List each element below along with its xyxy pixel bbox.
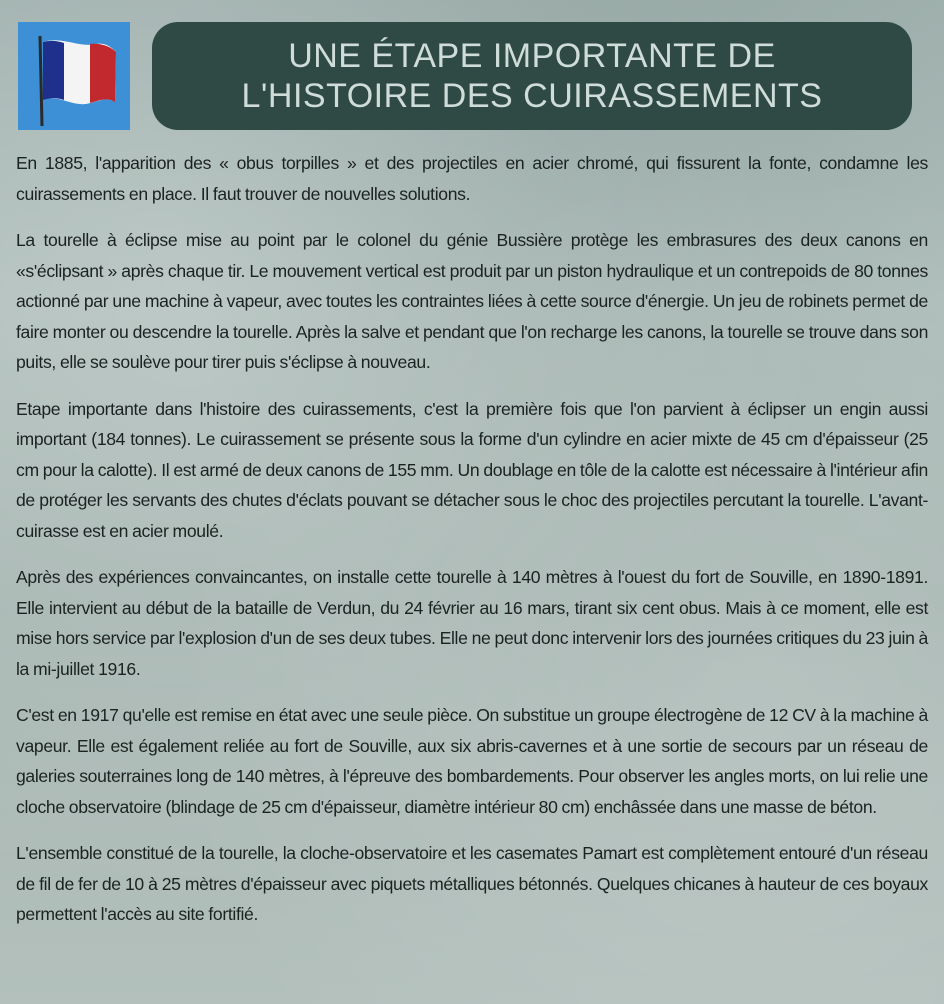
- title-line-1: UNE ÉTAPE IMPORTANTE DE: [288, 37, 776, 75]
- paragraph-3: Etape importante dans l'histoire des cuirassements, c'est la première fois que l'on parvient à éclipser un engin aussi important (184 tonnes). Le cuirassement se présente sous la forme d'un cylindre en acier mixte de 45 cm d'épaisseur (25 cm pour la calotte). Il est armé de deux canons de 155 mm. Un doublage en tôle de la calotte est nécessaire à l'intérieur afin de protéger les servants des chutes d'éclats pouvant se détacher sous le choc des projectiles percutant la tourelle. L'avant-cuirasse est en acier moulé.: [16, 398, 928, 541]
- title-line-2: L'HISTOIRE DES CUIRASSEMENTS: [241, 77, 823, 115]
- paragraph-6: L'ensemble constitué de la tourelle, la cloche-observatoire et les casemates Pamart est complètement entouré d'un réseau de fil de fer de 10 à 25 mètres d'épaisseur avec piquets métalliques bétonnés. Quelques chicanes à hauteur de ces boyaux permettent l'accès au site fortifié.: [16, 843, 928, 924]
- paragraph-2: La tourelle à éclipse mise au point par le colonel du génie Bussière protège les embrasures des deux canons en «s'éclipsant » après chaque tir. Le mouvement vertical est produit par un piston hydraulique et un contrepoids de 80 tonnes actionné par une machine à vapeur, avec toutes les contraintes liées à cette source d'énergie. Un jeu de robinets permet de faire monter ou descendre la tourelle. Après la salve et pendant que l'on recharge les canons, la tourelle se trouve dans son puits, elle se soulève pour tirer puis s'éclipse à nouveau.: [16, 230, 928, 372]
- body-text: [16, 148, 928, 946]
- paragraph-5: C'est en 1917 qu'elle est remise en état avec une seule pièce. On substitue un groupe électrogène de 12 CV à la machine à vapeur. Elle est également reliée au fort de Souville, aux six abris-cavernes et à une sortie de secours par un réseau de galeries souterraines long de 140 mètres, à l'épreuve des bombardements. Pour observer les angles morts, on lui relie une cloche observatoire (blindage de 25 cm d'épaisseur, diamètre intérieur 80 cm) enchâssée dans une masse de béton.: [16, 705, 928, 817]
- french-flag-icon: [18, 22, 130, 130]
- title-banner: [152, 22, 912, 130]
- paragraph-4: Après des expériences convaincantes, on installe cette tourelle à 140 mètres à l'ouest du fort de Souville, en 1890-1891. Elle intervient au début de la bataille de Verdun, du 24 février au 16 mars, tirant six cent obus. Mais à ce moment, elle est mise hors service par l'explosion d'un de ses deux tubes. Elle ne peut donc intervenir lors des journées critiques du 23 juin à la mi-juillet 1916.: [16, 567, 928, 679]
- paragraph-1: En 1885, l'apparition des « obus torpilles » et des projectiles en acier chromé, qui fissurent la fonte, condamne les cuirassements en place. Il faut trouver de nouvelles solutions.: [16, 153, 928, 204]
